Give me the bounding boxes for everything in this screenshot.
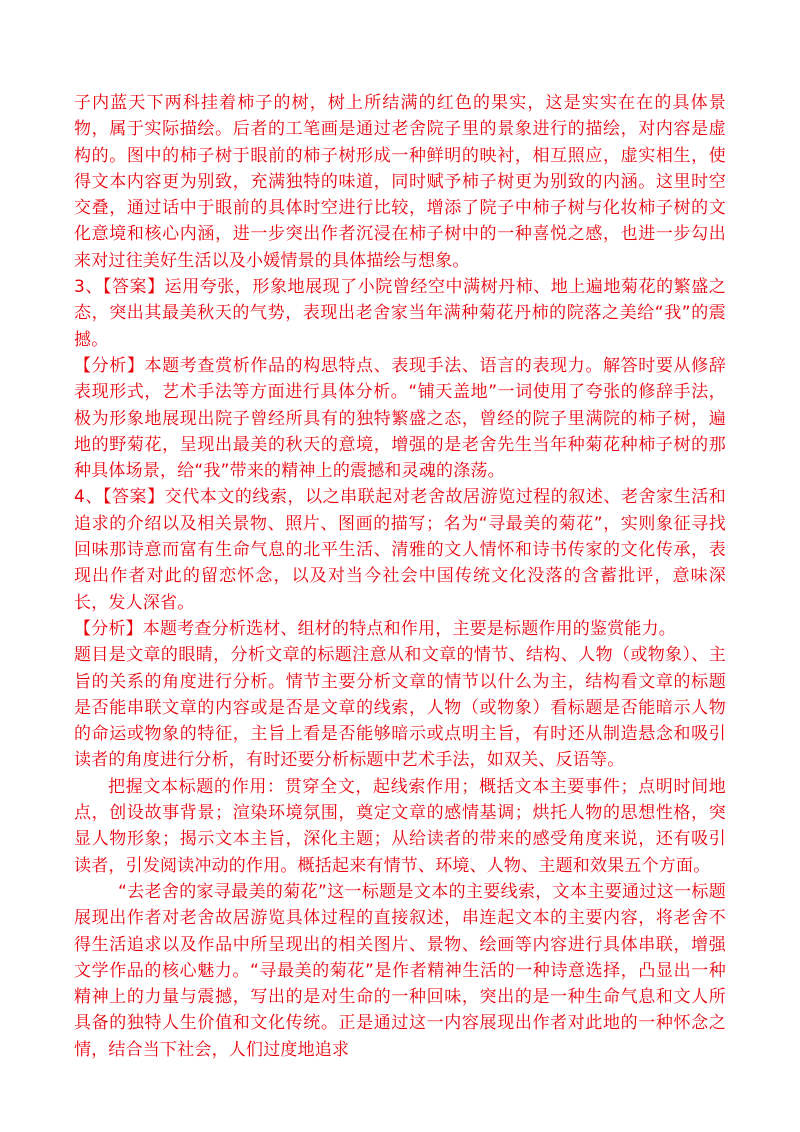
- analysis-4: 【分析】本题考查分析选材、组材的特点和作用，主要是标题作用的鉴赏能力。: [74, 618, 676, 639]
- title-meaning-paragraph: “去老舍的家寻最美的菊花”这一标题是文本的主要线索，文本主要通过这一标题展现出作者对老舍故居游览具体过程的直接叙述，串连起文本的主要内容，将老舍不得生活追求以及作品中所呈现出的相关图片、景物、绘画等内容进行具体串联，增强文学作品的核心魅力。“寻最美的菊花”是作者精神生活的一种诗意选择，凸显出一种精神上的力量与震撼，写出的是对生命的一种回味，突出的是一种生命气息和文人所具备的独特人生价值和文化传统。正是通过这一内容展现出作者对此地的一种怀念之情，结合当下社会，人们过度地追求: [74, 881, 726, 1060]
- title-function-paragraph: 把握文本标题的作用：贯穿全文，起线索作用；概括文本主要事件；点明时间地点，创设故事背景；渲染环境氛围，奠定文章的感情基调；烘托人物的思想性格，突显人物形象；揭示文本主旨，深化主题；从给读者的带来的感受角度来说，还有吸引读者，引发阅读冲动的作用。概括起来有情节、环境、人物、主题和效果五个方面。: [74, 776, 726, 876]
- analysis-3: 【分析】本题考查赏析作品的构思特点、表现手法、语言的表现力。解答时要从修辞表现形式，艺术手法等方面进行具体分析。“铺天盖地”一词使用了夸张的修辞手法，极为形象地展现出院子曾经所具有的独特繁盛之态，曾经的院子里满院的柿子树，遍地的野菊花，呈现出最美的秋天的意境，增强的是老舍先生当年种菊花种柿子树的那种具体场景，给“我”带来的精神上的震撼和灵魂的涤荡。: [74, 355, 726, 482]
- answer-3: 3、【答案】运用夸张，形象地展现了小院曾经空中满树丹柿、地上遍地菊花的繁盛之态，突出其最美秋天的气势，表现出老舍家当年满种菊花丹柿的院落之美给“我”的震撼。: [74, 277, 726, 350]
- answer-4: 4、【答案】交代本文的线索，以之串联起对老舍故居游览过程的叙述、老舍家生活和追求的介绍以及相关景物、照片、图画的描写；名为“寻最美的菊花”，实则象征寻找回味那诗意而富有生命气息的北平生活、清雅的文人情怀和诗书传家的文化传承，表现出作者对此的留恋怀念，以及对当今社会中国传统文化没落的含蓄批评，意味深长，发人深省。: [74, 487, 726, 613]
- paragraph-persimmon-description: 子内蓝天下两科挂着柿子的树，树上所结满的红色的果实，这是实实在在的具体景物，属于实际描绘。后者的工笔画是通过老舍院子里的景象进行的描绘，对内容是虚构的。图中的柿子树于眼前的柿子树形成一种鲜明的映衬，相互照应，虚实相生，使得文本内容更为别致，充满独特的味道，同时赋予柿子树更为别致的内涵。这里时空交叠，通过话中于眼前的具体时空进行比较，增添了院子中柿子树与化妆柿子树的文化意境和核心内涵，进一步突出作者沉浸在柿子树中的一种喜悦之感，也进一步勾出来对过往美好生活以及小媛情景的具体描绘与想象。: [74, 93, 726, 271]
- title-analysis-paragraph: 题目是文章的眼睛，分析文章的标题注意从和文章的情节、结构、人物（或物象）、主旨的关系的角度进行分析。情节主要分析文章的情节以什么为主，结构看文章的标题是否能串联文章的内容或是否是文章的线索，人物（或物象）看标题是否能暗示人物的命运或物象的特征，主旨上看是否能够暗示或点明主旨，有时还从制造悬念和吸引读者的角度进行分析，有时还要分析标题中艺术手法，如双关、反语等。: [74, 645, 726, 771]
- answer-text-body: [74, 90, 726, 1063]
